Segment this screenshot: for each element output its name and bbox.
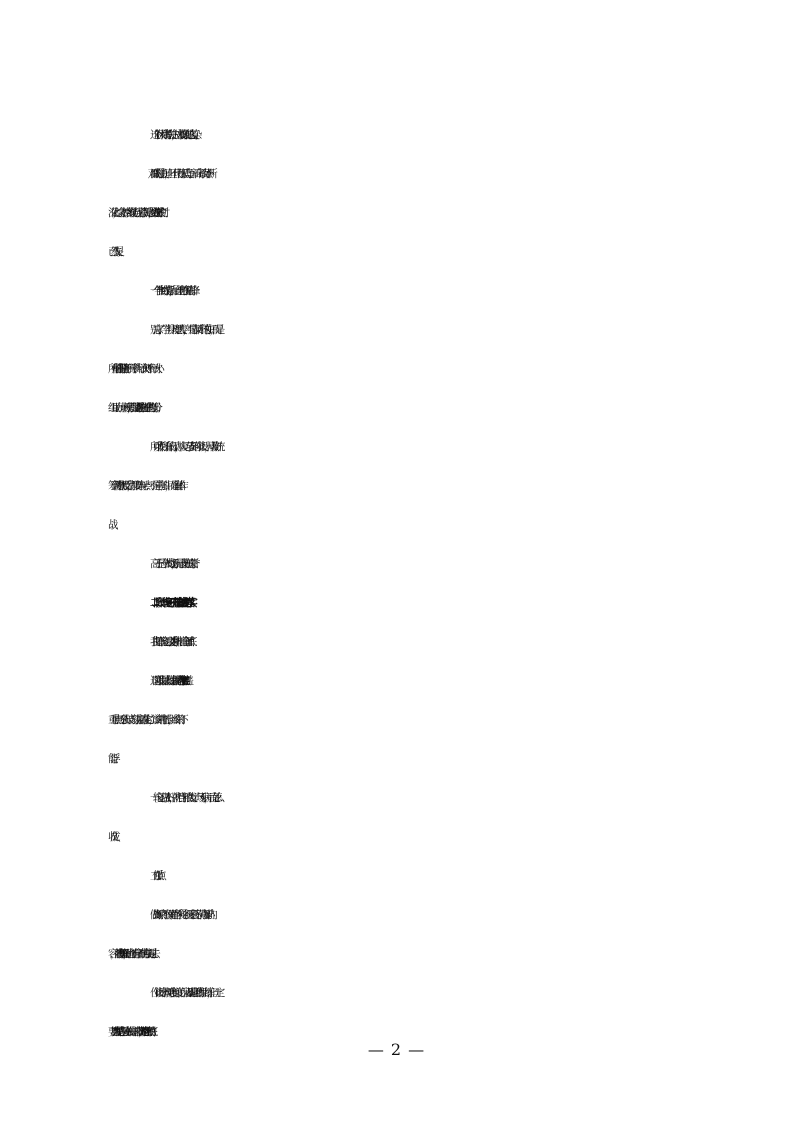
text-line: 作业设计体现难度梯度。保留基础题熟练性训练，但一定 bbox=[150, 987, 218, 999]
text-line: 深化，综合素养、多维能力成了考点新常态，传统“题海式应付” bbox=[108, 207, 159, 219]
text-line: 这阶段我们最大的使命就是两个字：**扎实。**教材覆盖、 bbox=[150, 675, 188, 687]
text-line: 要加入“典型错题巩固+欠缺知识补救策略”，避免“一练到底”的 bbox=[108, 1026, 149, 1038]
text-line: 所以我们所有的行动，从复习节奏到作业设计，从教研统 bbox=[150, 441, 218, 453]
text-line: 这个时代对高考的关注，从来没像现在这么复杂。 bbox=[150, 129, 197, 141]
text-line: 能浮。 bbox=[108, 753, 115, 765]
page-number: — 2 — bbox=[367, 1040, 426, 1059]
text-line: 工作重点： bbox=[150, 870, 161, 882]
text-line: 做到“知识点不留死角”。各学科必须逐章逐节清点基础内 bbox=[150, 909, 210, 921]
text-line: 组互助、每一场模考，都是这场“系统性托举工程”的一部分。 bbox=[108, 402, 157, 414]
text-line: 一个学生的成绩背后，是一组老师在并肩冲锋。 bbox=[150, 285, 195, 297]
text-line: 容，不能有“冷知识”死角，也不能有拿不准的点糊弄过去。 bbox=[108, 948, 155, 960]
text-line: 筹到测数据反馈，都要体现一点：不是单打独斗，而是集体作 bbox=[108, 480, 181, 492]
text-line: 一轮复习做不好，就相当于粮食发了一场芽病，后面怎么 bbox=[150, 792, 218, 804]
text-line: 战。 bbox=[108, 519, 113, 531]
section-heading: 二、阶段一：一轮复习——夯基础、控进度、盯落实 bbox=[150, 597, 190, 609]
text-line: 别忘了，学生升入理想大学，不是靠某一科的独好，而是 bbox=[150, 324, 218, 336]
text-line: 所有科目的“不掉链子”。每一门学科、每一次测评、每一次小 bbox=[108, 363, 157, 375]
text-line: 收成？ bbox=[108, 831, 115, 843]
text-line: 已然失灵。 bbox=[108, 246, 119, 258]
text-line: 我把第一轮复习定义为：“分科打桩、全面铺底”。 bbox=[150, 636, 189, 648]
text-line: 重难点逐个击破、易错点精准定位，该讲的不能少，该练的不 bbox=[108, 714, 181, 726]
text-line: “双减”压的是负担，但不代表压低竞争；新高考改革不断 bbox=[150, 168, 210, 180]
text-line: 高三不是一个人的战场，而是一支队伍的荣誉。 bbox=[150, 558, 195, 570]
